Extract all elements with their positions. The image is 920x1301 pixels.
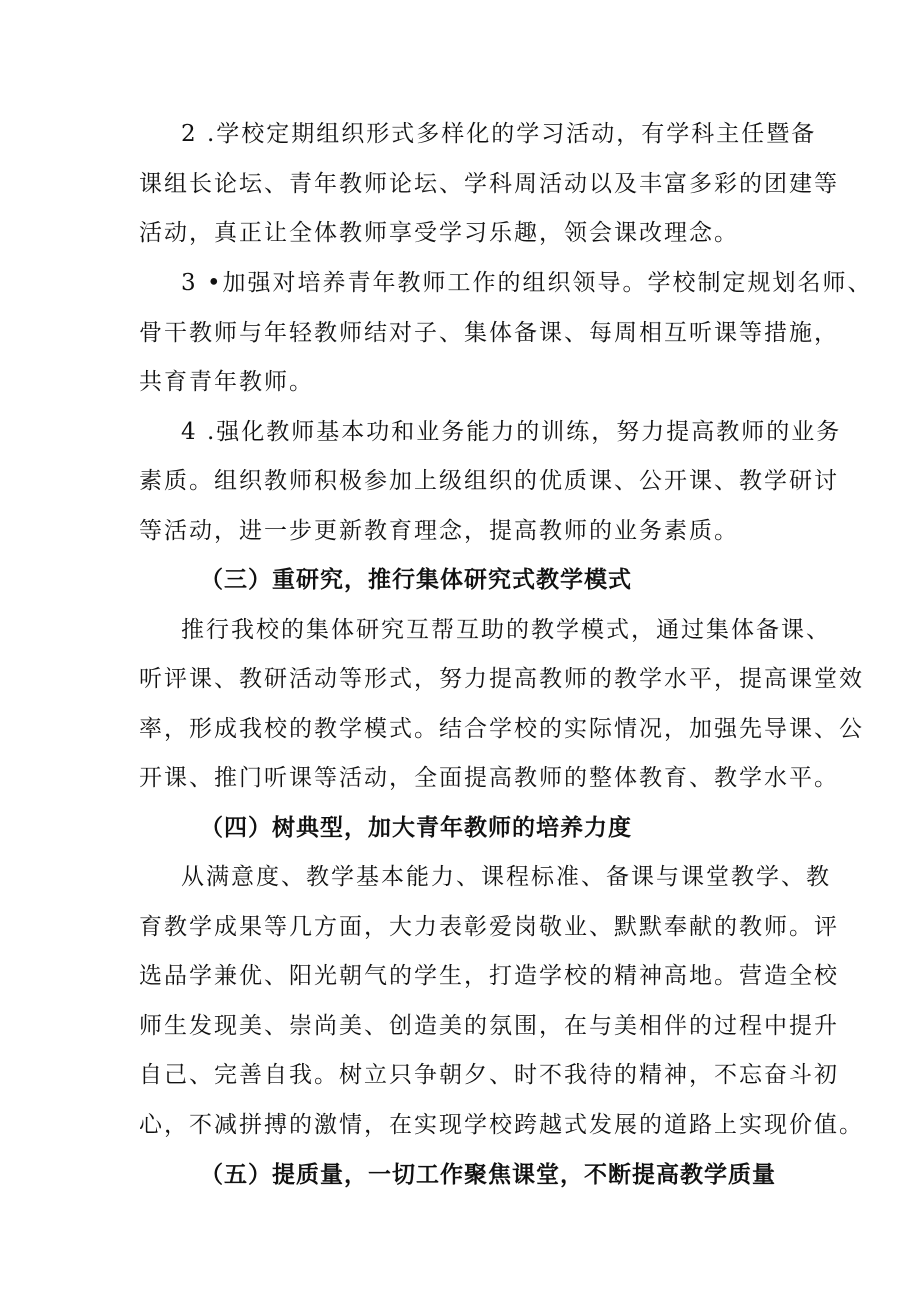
section-4-line-1: 从满意度、教学基本能力、课程标准、备课与课堂教学、教 (181, 864, 831, 890)
paragraph-2-line-2: 课组长论坛、青年教师论坛、学科周活动以及丰富多彩的团建等 (139, 171, 839, 197)
section-3-line-3: 率，形成我校的教学模式。结合学校的实际情况，加强先导课、公 (139, 716, 864, 742)
section-4-line-4: 师生发现美、崇尚美、创造美的氛围，在与美相伴的过程中提升 (139, 1013, 839, 1039)
section-4-line-3: 选品学兼优、阳光朝气的学生，打造学校的精神高地。营造全校 (139, 963, 839, 989)
section-4-line-5: 自己、完善自我。树立只争朝夕、时不我待的精神，不忘奋斗初 (139, 1062, 839, 1088)
paragraph-2-line-3: 活动，真正让全体教师享受学习乐趣，领会课改理念。 (139, 220, 739, 246)
paragraph-4-line-1: 4 .强化教师基本功和业务能力的训练，努力提高教师的业务 (181, 419, 842, 445)
paragraph-3-line-1: 3 •加强对培养青年教师工作的组织领导。学校制定规划名师、 (181, 270, 873, 296)
section-heading-4: （四）树典型，加大青年教师的培养力度 (200, 814, 632, 841)
paragraph-2-line-1: 2 .学校定期组织形式多样化的学习活动，有学科主任暨备 (181, 121, 817, 147)
paragraph-3-line-3: 共育青年教师。 (139, 369, 314, 395)
paragraph-3-line-2: 骨干教师与年轻教师结对子、集体备课、每周相互听课等措施， (139, 320, 839, 346)
paragraph-4-line-2: 素质。组织教师积极参加上级组织的优质课、公开课、教学研讨 (139, 468, 839, 494)
section-3-line-4: 开课、推门听课等活动，全面提高教师的整体教育、教学水平。 (139, 765, 839, 791)
section-heading-5: （五）提质量，一切工作聚焦课堂，不断提高教学质量 (200, 1161, 776, 1188)
section-heading-3: （三）重研究，推行集体研究式教学模式 (200, 566, 632, 593)
paragraph-4-line-3: 等活动，进一步更新教育理念，提高教师的业务素质。 (139, 518, 739, 544)
section-4-line-6: 心，不减拼搏的激情，在实现学校跨越式发展的道路上实现价值。 (139, 1112, 864, 1138)
section-4-line-2: 育教学成果等几方面，大力表彰爱岗敬业、默默奉献的教师。评 (139, 914, 839, 940)
section-3-line-1: 推行我校的集体研究互帮互助的教学模式，通过集体备课、 (181, 617, 831, 643)
section-3-line-2: 听评课、教研活动等形式，努力提高教师的教学水平，提高课堂效 (139, 666, 864, 692)
